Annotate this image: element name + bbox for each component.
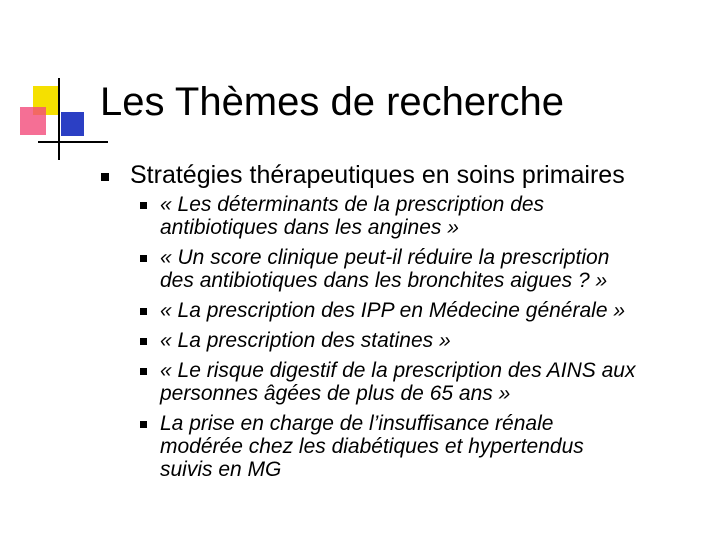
square-bullet-icon xyxy=(140,202,147,209)
square-bullet-icon xyxy=(140,421,147,428)
list-item-line: « Le risque digestif de la prescription des AINS aux xyxy=(160,359,636,382)
list-item xyxy=(140,193,715,239)
square-bullet-icon xyxy=(140,255,147,262)
list-item xyxy=(140,359,715,405)
list-item xyxy=(140,412,715,481)
list-item-line: La prise en charge de l’insuffisance rénale xyxy=(160,412,554,435)
main-bullet-list xyxy=(100,159,710,191)
list-item-line: antibiotiques dans les angines » xyxy=(160,216,459,239)
square-bullet-icon xyxy=(140,368,147,375)
list-item xyxy=(140,329,715,352)
square-bullet-icon xyxy=(140,308,147,315)
list-item-line: suivis en MG xyxy=(160,458,282,481)
list-item-line: « La prescription des statines » xyxy=(160,329,451,352)
list-item xyxy=(140,246,715,292)
list-item xyxy=(140,299,715,322)
main-bullet-text: Stratégies thérapeutiques en soins primaires xyxy=(130,161,625,189)
list-item-line: personnes âgées de plus de 65 ans » xyxy=(160,382,511,405)
list-item-line: « La prescription des IPP en Médecine générale » xyxy=(160,299,626,322)
list-item-line: « Les déterminants de la prescription des xyxy=(160,193,545,216)
main-bullet-item xyxy=(100,159,710,191)
square-bullet-icon xyxy=(140,338,147,345)
decorative-logo xyxy=(0,0,110,170)
logo-blue-square xyxy=(61,112,84,136)
list-item-line: « Un score clinique peut-il réduire la prescription xyxy=(160,246,610,269)
sub-bullet-list xyxy=(140,193,715,488)
list-item-line: des antibiotiques dans les bronchites aigues ? » xyxy=(160,269,608,292)
logo-pink-square xyxy=(20,107,46,135)
slide-title: Les Thèmes de recherche xyxy=(100,80,564,124)
square-bullet-icon xyxy=(101,173,109,181)
list-item-line: modérée chez les diabétiques et hypertendus xyxy=(160,435,584,458)
